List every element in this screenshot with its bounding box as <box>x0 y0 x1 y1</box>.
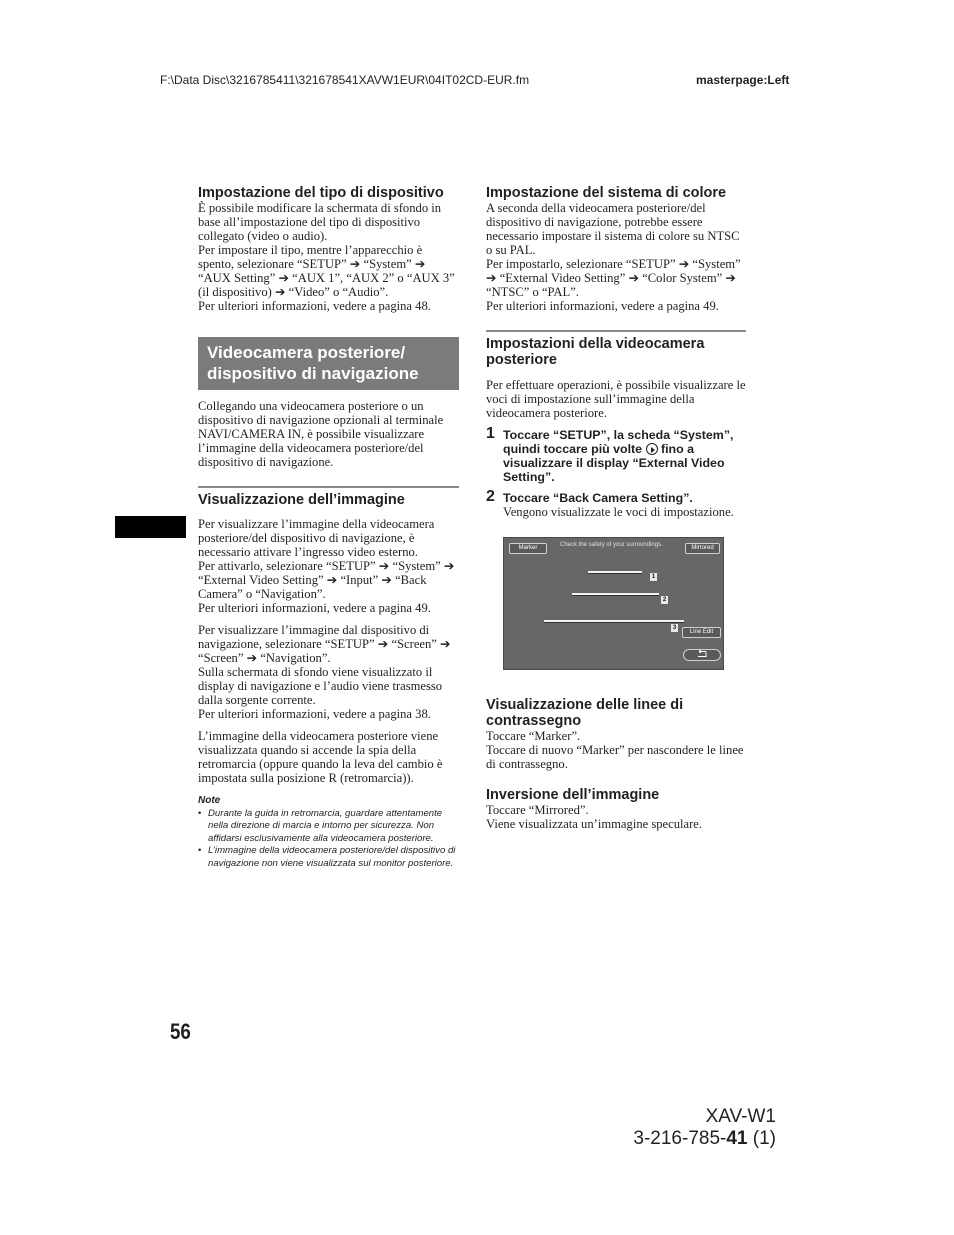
guide-line-3 <box>544 620 684 622</box>
camera-screen <box>503 537 724 670</box>
play-icon <box>646 443 658 455</box>
step-result: Vengono visualizzate le voci di impostazione. <box>503 505 734 519</box>
step-2 <box>486 488 748 519</box>
code-suffix: (1) <box>747 1128 776 1149</box>
marker-lines-section <box>486 697 748 771</box>
masterpage-label: masterpage:Left <box>696 73 790 87</box>
step-text: Toccare “SETUP”, la scheda “System”, quindi toccare più volte <box>503 428 734 456</box>
return-arrow-icon <box>694 650 710 659</box>
guide-label-2: 2 <box>662 597 667 603</box>
left-column <box>198 185 460 313</box>
device-type-text: È possibile modificare la schermata di sfondo in base all’impostazione del tipo di dispositivo collegato (video o audio). <box>198 201 442 243</box>
color-system-section <box>486 185 748 313</box>
paragraph: L’immagine della videocamera posteriore viene visualizzata quando si accende la spia della retromarcia (oppure quando la leva del cambio è impostata sulla posizione R (retromarcia)). <box>198 729 443 785</box>
paragraph: Per ulteriori informazioni, vedere a pagina 49. <box>486 299 719 313</box>
camera-settings-section <box>486 336 748 519</box>
heading-line: Visualizzazione delle linee di <box>486 697 684 713</box>
back-button[interactable] <box>683 649 721 661</box>
mirrored-button[interactable]: Mirrored <box>685 543 720 554</box>
guide-line-2 <box>572 593 659 595</box>
device-type-heading: Impostazione del tipo di dispositivo <box>198 185 444 201</box>
section-intro-text: Collegando una videocamera posteriore o un dispositivo di navigazione opzionali al terminale NAVI/CAMERA IN, è possibile visualizzare l’immagine della videocamera posteriore/del dispositivo di navigazione. <box>198 399 444 469</box>
notes <box>198 795 460 870</box>
paragraph: Per effettuare operazioni, è possibile visualizzare le voci di impostazione sull’immagine della videocamera posteriore. <box>486 378 746 420</box>
note-item: • Durante la guida in retromarcia, guardare attentamente nella direzione di marcia e intorno per sicurezza. Non affidarsi esclusivamente alla videocamera posteriore. <box>208 808 460 845</box>
paragraph: Toccare “Marker”. <box>486 729 581 743</box>
code-prefix: 3-216-785- <box>633 1128 727 1149</box>
camera-settings-heading <box>486 336 748 368</box>
paragraph: Per attivarlo, selezionare “SETUP” ➔ “System” ➔ “External Video Setting” ➔ “Input” ➔ “Back Camera” o “Navigation”. <box>198 559 455 601</box>
guide-label-3: 3 <box>672 625 677 631</box>
heading-line: Impostazioni della videocamera <box>486 336 705 352</box>
heading-line: posteriore <box>486 352 557 368</box>
section-title-line1: Videocamera posteriore/ <box>207 343 406 362</box>
step-text: fino a visualizzare il display “External Video Setting”. <box>503 442 725 484</box>
side-tab <box>115 516 186 538</box>
step-1 <box>486 425 748 484</box>
notes-title: Note <box>198 795 221 806</box>
step-text: Toccare “Back Camera Setting”. <box>503 491 693 505</box>
color-system-heading: Impostazione del sistema di colore <box>486 185 727 201</box>
guide-line-1 <box>588 571 642 573</box>
step-number: 2 <box>486 488 495 505</box>
step-number: 1 <box>486 425 495 442</box>
display-image-heading: Visualizzazione dell’immagine <box>198 492 405 508</box>
paragraph: Per ulteriori informazioni, vedere a pagina 49. <box>198 601 431 615</box>
device-type-instructions: Per impostare il tipo, mentre l’apparecchio è spento, selezionare “SETUP” ➔ “System” ➔ “AUX Setting” ➔ “AUX 1”, “AUX 2” o “AUX 3” (il dispositivo) ➔ “Video” o “Audio”. <box>198 243 455 299</box>
paragraph: Toccare di nuovo “Marker” per nascondere le linee di contrassegno. <box>486 743 744 771</box>
paragraph: A seconda della videocamera posteriore/del dispositivo di navigazione, potrebbe essere necessario impostare il sistema di colore su NTSC o su PAL. <box>486 201 740 257</box>
paragraph: Per visualizzare l’immagine dal dispositivo di navigazione, selezionare “SETUP” ➔ “Screen” ➔ “Screen” ➔ “Navigation”. <box>198 623 451 665</box>
section-title-box <box>198 337 459 390</box>
note-item: • L’immagine della videocamera posteriore/del dispositivo di navigazione non viene visualizzata sul monitor posteriore. <box>208 845 460 870</box>
display-image-section <box>198 492 460 870</box>
marker-button[interactable]: Marker <box>509 543 547 554</box>
divider <box>486 330 746 332</box>
mirror-section <box>486 787 748 831</box>
section-title-line2: dispositivo di navigazione <box>207 364 419 383</box>
paragraph: Sulla schermata di sfondo viene visualizzato il display di navigazione e l’audio viene trasmesso dalla sorgente corrente. <box>198 665 443 707</box>
file-path: F:\Data Disc\3216785411\321678541XAVW1EUR\04IT02CD-EUR.fm <box>160 73 530 87</box>
product-code <box>633 1128 776 1150</box>
guide-label-1: 1 <box>651 574 656 580</box>
mirror-heading: Inversione dell’immagine <box>486 787 660 803</box>
paragraph: Per impostarlo, selezionare “SETUP” ➔ “System” ➔ “External Video Setting” ➔ “Color System” ➔ “NTSC” o “PAL”. <box>486 257 741 299</box>
marker-lines-heading <box>486 697 748 729</box>
page-number: 56 <box>170 1019 191 1044</box>
paragraph: Toccare “Mirrored”. <box>486 803 589 817</box>
divider <box>198 486 459 488</box>
paragraph: Per ulteriori informazioni, vedere a pagina 38. <box>198 707 431 721</box>
heading-line: contrassegno <box>486 713 582 729</box>
paragraph: Per visualizzare l’immagine della videocamera posteriore/del dispositivo di navigazione, è necessario attivare l’ingresso video esterno. <box>198 517 435 559</box>
line-edit-button[interactable]: Line Edit <box>682 627 721 638</box>
device-type-reference: Per ulteriori informazioni, vedere a pagina 48. <box>198 299 431 313</box>
code-bold: 41 <box>726 1128 748 1149</box>
section-intro <box>198 399 460 469</box>
model-name: XAV-W1 <box>705 1106 776 1127</box>
paragraph: Viene visualizzata un’immagine speculare. <box>486 817 703 831</box>
caution-text: Check the safety of your surroundings. <box>560 542 663 548</box>
